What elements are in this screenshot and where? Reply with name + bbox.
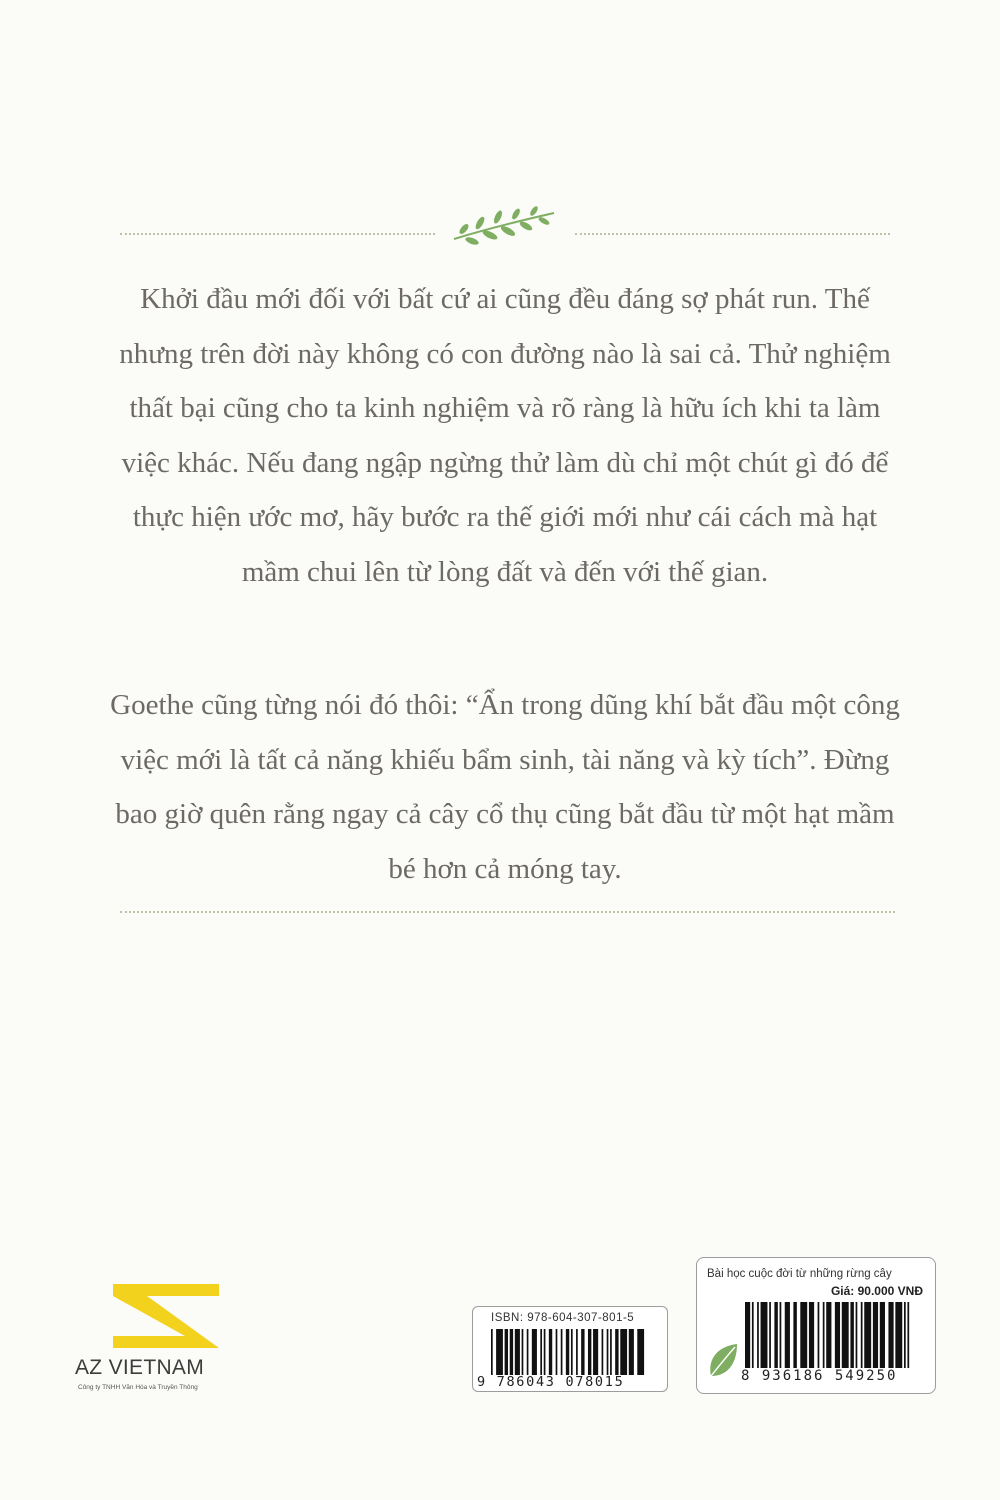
barcode-bar [496, 1329, 503, 1375]
price-book-title: Bài học cuộc đời từ những rừng cây [707, 1268, 892, 1280]
barcode-bar [907, 1302, 909, 1368]
barcode-bar [561, 1329, 563, 1375]
barcode-bar [856, 1302, 858, 1368]
barcode-bar [745, 1302, 750, 1368]
barcode-bar [809, 1302, 814, 1368]
barcode-bar [620, 1329, 627, 1375]
barcode-bar [826, 1302, 831, 1368]
leaf-sprig-icon [450, 205, 560, 245]
az-logo-icon [107, 1280, 225, 1352]
barcode-bar [761, 1302, 768, 1368]
barcode-bar [637, 1329, 644, 1375]
price-barcode-digits: 8 936186 549250 [741, 1368, 898, 1384]
barcode-bar [752, 1302, 754, 1368]
barcode-bar [527, 1329, 529, 1375]
barcode-bar [505, 1329, 508, 1375]
bottom-divider [120, 911, 895, 913]
leaf-icon [707, 1342, 739, 1380]
barcode-bar [544, 1329, 546, 1375]
barcode-bar [880, 1302, 885, 1368]
blurb-paragraph-2: Goethe cũng từng nói đó thôi: “Ẩn trong dũng khí bắt đầu một công việc mới là tất cả năng khiếu bẩm sinh, tài năng và kỳ tích”. Đừng bao giờ quên rằng ngay cả cây cổ thụ cũng bắt đầu từ một hạt mầm bé hơn cả móng tay. [110, 689, 900, 885]
barcode-bar [522, 1329, 524, 1375]
barcode-bar [793, 1302, 796, 1368]
barcode-bar [602, 1329, 604, 1375]
barcode-bar [835, 1302, 840, 1368]
dotted-rule-right [575, 233, 890, 235]
barcode-bar [800, 1302, 807, 1368]
barcode-bar [823, 1302, 825, 1368]
barcode-bar [842, 1302, 849, 1368]
barcode-bar [818, 1302, 820, 1368]
dotted-rule-left [120, 233, 435, 235]
price-barcode [696, 1257, 936, 1394]
barcode-bar [532, 1329, 537, 1375]
barcode-bar [757, 1302, 759, 1368]
barcode-bar [540, 1329, 542, 1375]
barcode-bar [581, 1329, 584, 1375]
barcode-bar [491, 1329, 493, 1375]
top-divider [120, 205, 890, 245]
publisher-name: AZ VIETNAM [75, 1356, 205, 1379]
barcode-bar [607, 1329, 609, 1375]
barcode-bars [745, 1302, 923, 1368]
barcode-bar [571, 1329, 573, 1375]
barcode-bar [510, 1329, 513, 1375]
price-value: Giá: 90.000 VNĐ [830, 1284, 923, 1298]
barcode-bar [785, 1302, 790, 1368]
barcode-bars [491, 1329, 656, 1375]
barcode-bar [593, 1329, 598, 1375]
barcode-bar [895, 1302, 902, 1368]
barcode-bar [576, 1329, 578, 1375]
isbn-label: ISBN: 978-604-307-801-5 [491, 1312, 635, 1324]
isbn-barcode [472, 1306, 668, 1392]
barcode-bar [861, 1302, 863, 1368]
publisher-logo [75, 1280, 225, 1400]
barcode-bar [888, 1302, 893, 1368]
barcode-bar [515, 1329, 520, 1375]
barcode-bar [864, 1302, 871, 1368]
barcode-bar [873, 1302, 878, 1368]
isbn-digits: 9 786043 078015 [477, 1374, 625, 1390]
barcode-bar [610, 1329, 612, 1375]
barcode-bar [774, 1302, 777, 1368]
barcode-bar [549, 1329, 552, 1375]
publisher-subtitle: Công ty TNHH Văn Hóa và Truyền Thông [78, 1384, 198, 1391]
blurb-paragraph-1: Khởi đầu mới đối với bất cứ ai cũng đều đáng sợ phát run. Thế nhưng trên đời này không có con đường nào là sai cả. Thử nghiệm thất bại cũng cho ta kinh nghiệm và rõ ràng là hữu ích khi ta làm việc khác. Nếu đang ngập ngừng thử làm dù chỉ một chút gì đó để thực hiện ước mơ, hãy bước ra thế giới mới như cái cách mà hạt mầm chui lên từ lòng đất và đến với thế gian. [119, 283, 891, 588]
barcode-bar [904, 1302, 906, 1368]
barcode-bar [769, 1302, 771, 1368]
barcode-bar [629, 1329, 634, 1375]
barcode-bar [556, 1329, 558, 1375]
barcode-bar [780, 1302, 782, 1368]
barcode-bar [850, 1302, 853, 1368]
barcode-bar [615, 1329, 618, 1375]
barcode-bar [566, 1329, 569, 1375]
barcode-bar [588, 1329, 591, 1375]
